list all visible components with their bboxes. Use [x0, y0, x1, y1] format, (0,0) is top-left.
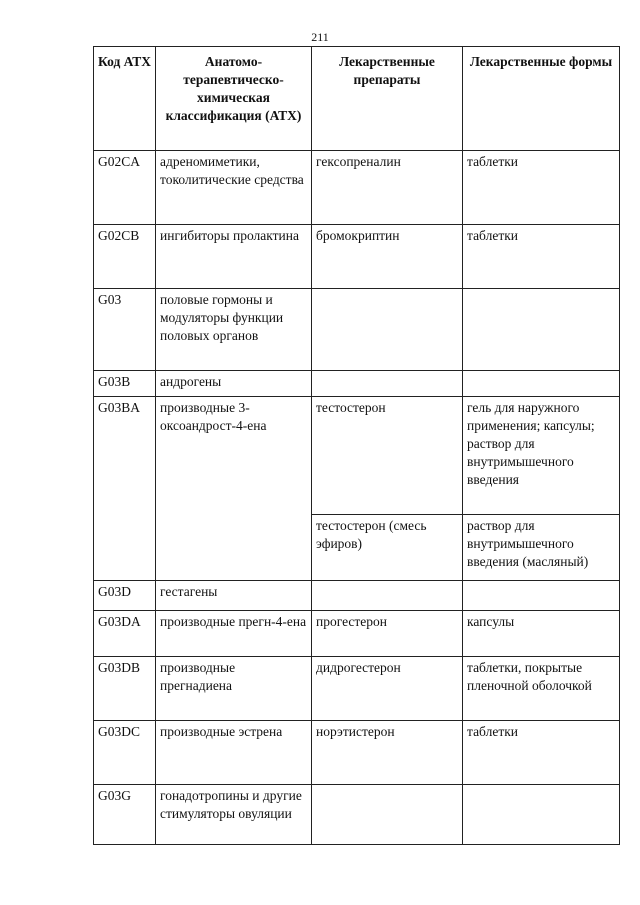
table-row [94, 225, 620, 289]
table-row [94, 371, 620, 397]
cell-form [463, 289, 620, 371]
cell-drug [312, 371, 463, 397]
cell-form: раствор для внутримышечного введения (масляный) [463, 515, 620, 581]
cell-code: G02CB [94, 225, 156, 289]
cell-form [463, 371, 620, 397]
table-header-row [94, 47, 620, 151]
cell-class: производные эстрена [156, 721, 312, 785]
cell-code: G03DA [94, 611, 156, 657]
cell-drug [312, 785, 463, 845]
cell-class: производные прегн-4-ена [156, 611, 312, 657]
table-row [94, 151, 620, 225]
cell-form: таблетки [463, 721, 620, 785]
cell-drug: тестостерон (смесь эфиров) [312, 515, 463, 581]
cell-drug [312, 289, 463, 371]
cell-code: G03B [94, 371, 156, 397]
header-code: Код АТХ [94, 47, 156, 151]
header-classification: Анатомо-терапевтическо-химическая классификация (АТХ) [156, 47, 312, 151]
cell-drug: прогестерон [312, 611, 463, 657]
table-row [94, 657, 620, 721]
cell-code: G03D [94, 581, 156, 611]
table-row [94, 581, 620, 611]
cell-form: гель для наружного применения; капсулы; раствор для внутримышечного введения [463, 397, 620, 515]
table-row [94, 785, 620, 845]
cell-class: гестагены [156, 581, 312, 611]
cell-class: ингибиторы пролактина [156, 225, 312, 289]
cell-drug: дидрогестерон [312, 657, 463, 721]
cell-form [463, 581, 620, 611]
cell-form: таблетки [463, 225, 620, 289]
cell-form: таблетки, покрытые пленочной оболочкой [463, 657, 620, 721]
cell-drug: норэтистерон [312, 721, 463, 785]
header-drugs: Лекарственные препараты [312, 47, 463, 151]
cell-form: капсулы [463, 611, 620, 657]
atc-table [93, 46, 620, 845]
page-number: 211 [311, 30, 329, 44]
cell-code: G03BA [94, 397, 156, 581]
cell-class: андрогены [156, 371, 312, 397]
cell-class: производные прегнадиена [156, 657, 312, 721]
cell-drug: гексопреналин [312, 151, 463, 225]
cell-drug: тестостерон [312, 397, 463, 515]
table-row [94, 611, 620, 657]
header-forms: Лекарственные формы [463, 47, 620, 151]
cell-form: таблетки [463, 151, 620, 225]
cell-code: G03 [94, 289, 156, 371]
cell-code: G02CA [94, 151, 156, 225]
cell-drug: бромокриптин [312, 225, 463, 289]
cell-code: G03DB [94, 657, 156, 721]
cell-class: половые гормоны и модуляторы функции половых органов [156, 289, 312, 371]
cell-class: адреномиметики, токолитические средства [156, 151, 312, 225]
cell-code: G03G [94, 785, 156, 845]
table-row [94, 721, 620, 785]
cell-code: G03DC [94, 721, 156, 785]
cell-form [463, 785, 620, 845]
cell-drug [312, 581, 463, 611]
table-row [94, 397, 620, 515]
cell-class: гонадотропины и другие стимуляторы овуляции [156, 785, 312, 845]
cell-class: производные 3-оксоандрост-4-ена [156, 397, 312, 581]
table-row [94, 289, 620, 371]
